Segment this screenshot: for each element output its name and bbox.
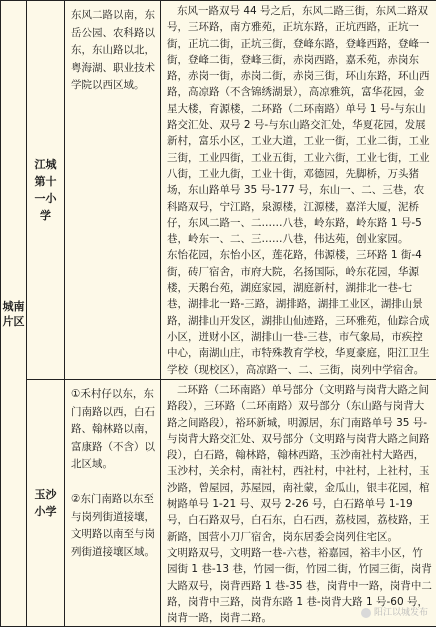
school-name: 江城第十一小学 bbox=[27, 156, 64, 224]
detail-cell bbox=[161, 380, 436, 627]
detail-cell bbox=[161, 1, 436, 380]
school-name: 玉沙小学 bbox=[27, 486, 64, 520]
school-cell bbox=[27, 1, 65, 380]
watermark bbox=[361, 605, 428, 618]
table-row bbox=[1, 1, 436, 380]
area-cell bbox=[1, 1, 27, 627]
watermark-text: 阳江以城发布 bbox=[374, 608, 428, 618]
account-icon bbox=[361, 608, 371, 618]
detail-text: 二环路（二环南路）单号部分（文明路与岗背大路之间路段），三环路（二环南路）双号部分（东山路与岗背大路之间路段），裕环新城，明源居，东门南路单号 35 号-与岗背大路交汇处、双号部分（文明路与岗背大路之间路段），白石路，翰林路，翰林西路，玉沙南社村大路西，玉沙村，关余村，南社村，西社村，中社村，上社村，玉沙路，曾屋园，苏屋园，南社蒙，金瓜山，银丰花园，棺树路单号 1-21 号、双号 2-26 号，白石路单号 1-19 号，白石路双号，白石东，白石西，荔枝园，荔枝路，王新路，国营小刀厂宿舍，岗东居委会岗列住宅区。 文明路双号，文明路一巷-六巷，裕嘉园，裕丰小区，竹园街 1 巷-13 巷，竹园一街，竹园二街，竹园三街，岗背大路双号，岗背西路 1 巷-35 巷，岗背中一路，岗背中二路，岗背中三路，岗背东路 1 巷-岗背大路 1 号-60 号，岗背一路，岗背二路。 bbox=[161, 380, 436, 626]
scope-cell bbox=[65, 380, 161, 627]
scope-text: ①禾村仔以东，东门南路以西，白石路、翰林路以南，富康路（不含）以北区域。 ②东门南路以东至与岗列街道接壤，文明路以南至与岗列街道接壤区域。 bbox=[65, 380, 160, 561]
scope-cell bbox=[65, 1, 161, 380]
scope-text: 东风二路以南，东岳公园、农科路以东，东山路以北，粤海湖、职业技术学院以西区域。 bbox=[65, 1, 160, 95]
table-row bbox=[1, 380, 436, 627]
school-cell bbox=[27, 380, 65, 627]
detail-text: 东风一路双号 44 号之后，东风二路三街，东风二路双号，三环路，南方雅苑，正坑东路，正坑西路，正坑一街，正坑二街，正坑三街，登峰东路，登峰西路，登峰一街，登峰二街，登峰三街，赤岗西路，嘉禾苑，赤岗东路，赤岗一街，赤岗二街，赤岗三街，环山东路，环山西路，高凉路（不含锦绣湖景），高凉雅筑，富华花园，金星大楼，育源楼，二环路（二环南路）单号 1 号-与东山路交汇处、双号 2 号-与东山路交汇处，华夏花园，发展新村，富乐小区，工业大道，工业一街，工业二街，工业三街，工业四街，工业五街，工业六街，工业七街，工业八街，工业九街，工业十街，邓德园，先脚桥，万头猪场，东山路单号 35 号-177 号，东山一、二、三巷，农科路双号，宁江路，泉源楼，江源楼，嘉洋大厦，泥桥仔，东风二路一、二……八巷，岭东路，岭东路 1 号-5 巷，岭东一、二、三……八巷，伟达苑，创业家园。 东怡花园，东怡小区，莲花路，伟源楼，三环路 1 街-4 街，砖厂宿舍，市府大院，名扬国际，岭东花园，华源楼，天鹅台苑，湖庭家园，湖庭新村，湖排北一巷-七巷，湖排北一路-三路，湖排路，湖排工业区，湖排山景路，湖排山开发区，湖排山仙迹路，三环雅苑，仙踪合成小区，迸财小区，湖排山一巷-三巷，市气象局，市疾控中心，南湖山庄，市特殊教育学校，华夏豪庭，阳江卫生学校（现校区），高凉路一、二、三街，岗列中学宿舍。 bbox=[161, 1, 436, 378]
area-label: 城南片区 bbox=[1, 299, 26, 329]
